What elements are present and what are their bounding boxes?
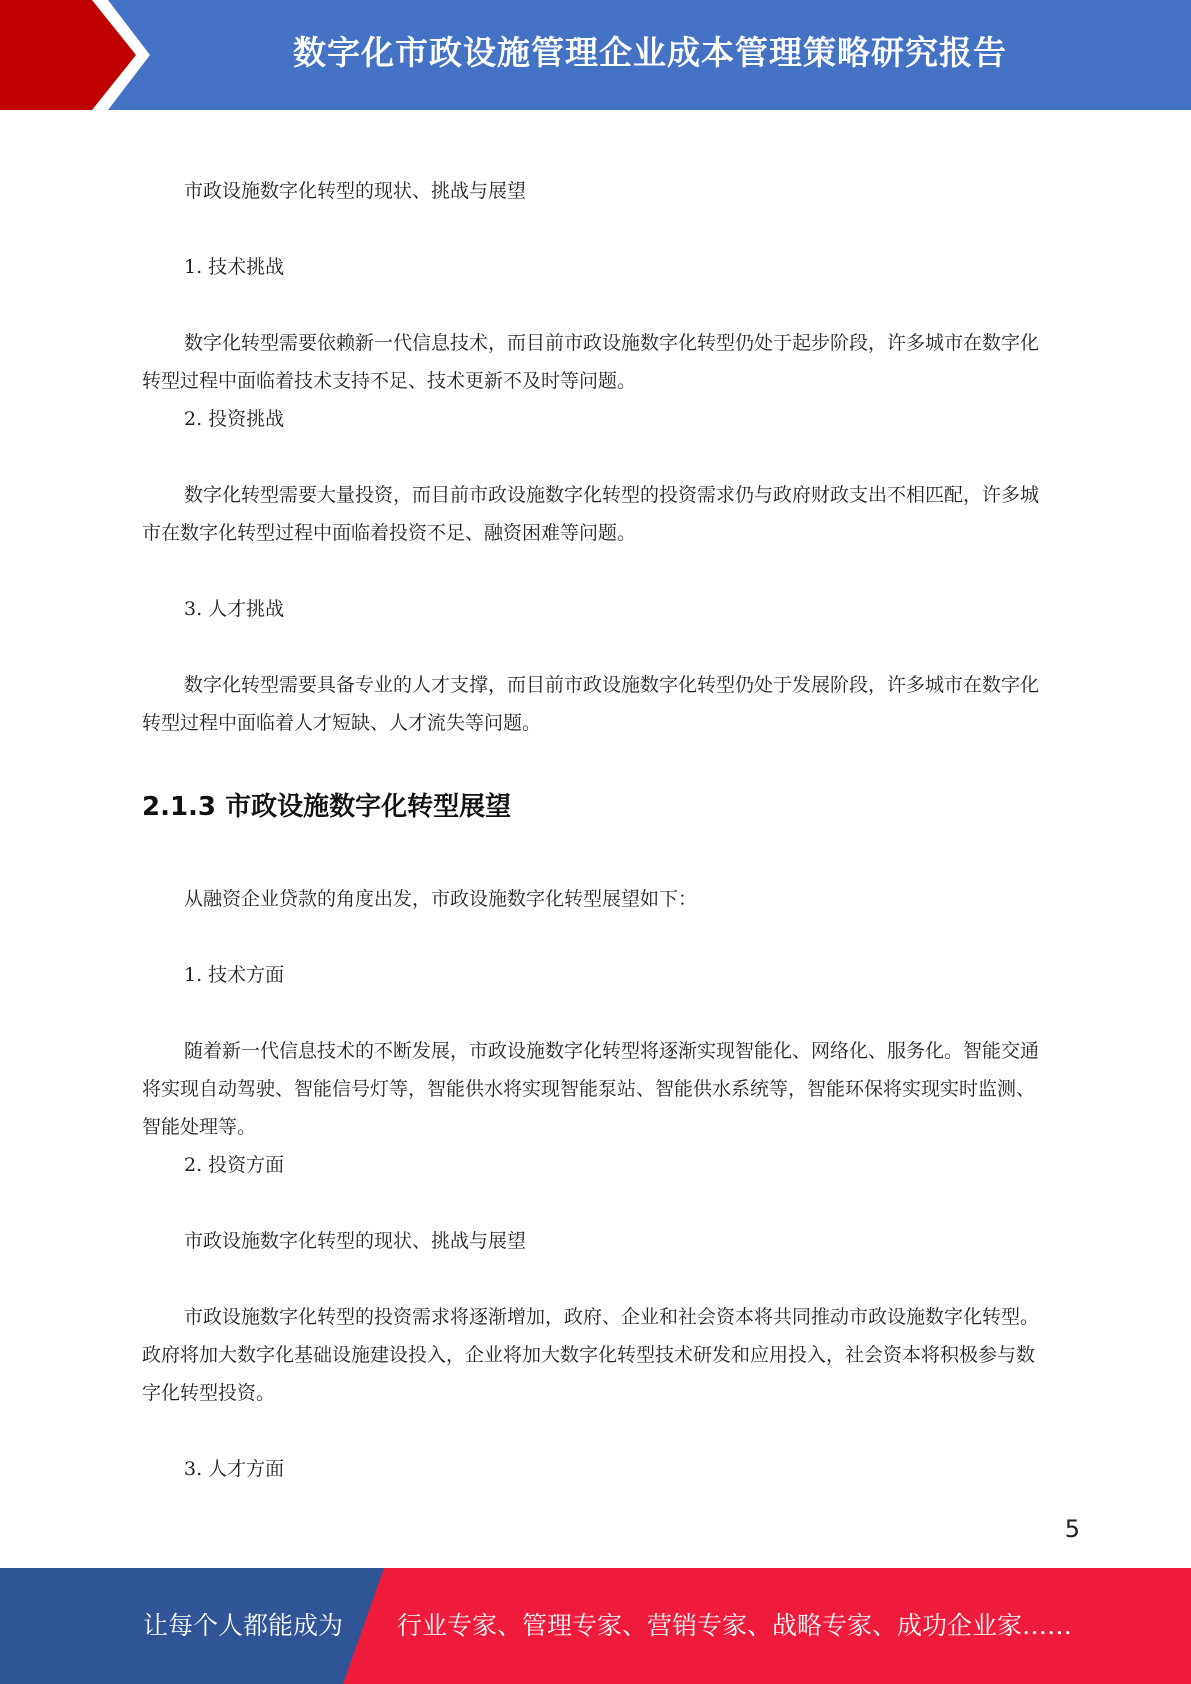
paragraph: 随着新一代信息技术的不断发展，市政设施数字化转型将逐渐实现智能化、网络化、服务化。智能交通将实现自动驾驶、智能信号灯等，智能供水将实现智能泵站、智能供水系统等，智能环保将实现实时监测、智能处理等。 xyxy=(142,1040,1040,1138)
paragraph: 从融资企业贷款的角度出发，市政设施数字化转型展望如下： xyxy=(184,888,698,910)
page-header xyxy=(0,0,1191,110)
list-item-title: 2. 投资挑战 xyxy=(184,408,285,430)
report-title: 数字化市政设施管理企业成本管理策略研究报告 xyxy=(293,33,1007,72)
page-footer xyxy=(0,1568,1191,1684)
paragraph: 数字化转型需要大量投资，而目前市政设施数字化转型的投资需求仍与政府财政支出不相匹配，许多城市在数字化转型过程中面临着投资不足、融资困难等问题。 xyxy=(142,484,1040,544)
paragraph: 市政设施数字化转型的现状、挑战与展望 xyxy=(184,180,527,202)
list-item-title: 2. 投资方面 xyxy=(184,1154,285,1176)
header-red-chevron xyxy=(0,0,150,110)
list-item-title: 3. 人才方面 xyxy=(184,1458,285,1480)
paragraph: 数字化转型需要具备专业的人才支撑，而目前市政设施数字化转型仍处于发展阶段，许多城市在数字化转型过程中面临着人才短缺、人才流失等问题。 xyxy=(142,674,1040,734)
list-item-title: 1. 技术方面 xyxy=(184,964,285,986)
list-item-title: 3. 人才挑战 xyxy=(184,598,285,620)
paragraph: 数字化转型需要依赖新一代信息技术，而目前市政设施数字化转型仍处于起步阶段，许多城市在数字化转型过程中面临着技术支持不足、技术更新不及时等问题。 xyxy=(142,332,1040,392)
footer-slogan-left: 让每个人都能成为 xyxy=(143,1611,344,1640)
page-number: 5 xyxy=(1064,1515,1080,1543)
paragraph: 市政设施数字化转型的投资需求将逐渐增加，政府、企业和社会资本将共同推动市政设施数字化转型。政府将加大数字化基础设施建设投入，企业将加大数字化转型技术研发和应用投入，社会资本将积极参与数字化转型投资。 xyxy=(142,1306,1040,1404)
section-heading: 2.1.3 市政设施数字化转型展望 xyxy=(142,792,512,822)
list-item-title: 1. 技术挑战 xyxy=(184,256,285,278)
paragraph: 市政设施数字化转型的现状、挑战与展望 xyxy=(184,1230,527,1252)
footer-slogan-right: 行业专家、管理专家、营销专家、战略专家、成功企业家…… xyxy=(397,1611,1073,1640)
